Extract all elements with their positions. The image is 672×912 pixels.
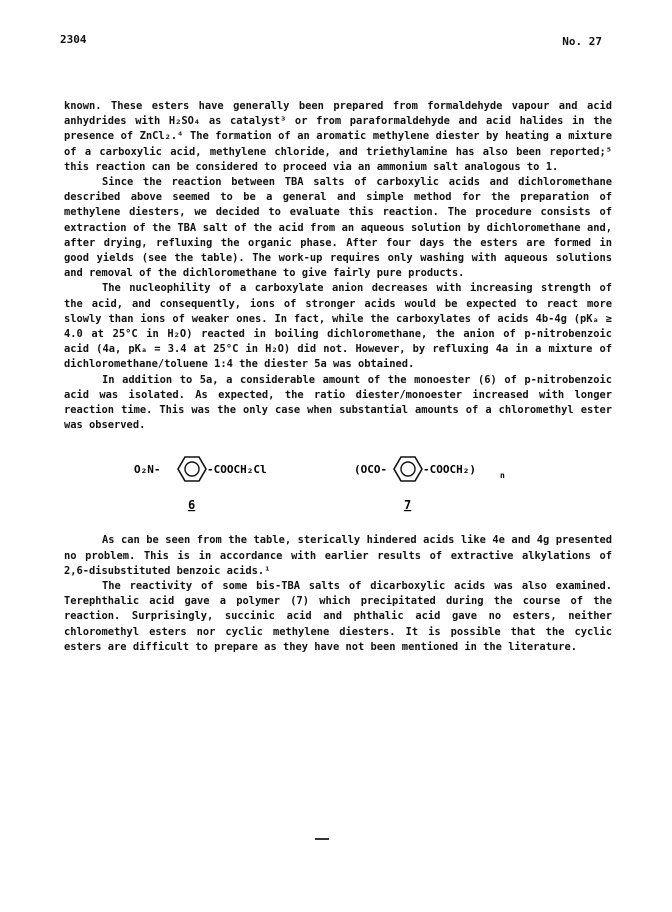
structure-7-subscript: n [500, 471, 505, 481]
structure-7-drawing [354, 447, 594, 517]
structure-7-label: 7 [404, 498, 412, 513]
structure-7-left-text: (OCO- [354, 463, 388, 477]
paragraph-1: known. These esters have generally been prepared from formaldehyde vapour and acid anhydrides with H₂SO₄ as catalyst³ or from paraformaldehyde and acid halides in the presence of ZnCl₂.⁴ The formation of an aromatic methylene diester by heating a mixture of a carboxylic acid, methylene chloride, and triethylamine has also been reported;⁵ this reaction can be considered to proceed via an ammonium salt analogous to 1. [64, 100, 612, 173]
structure-6-right-text: -COOCH₂Cl [207, 463, 267, 477]
structure-7 [354, 447, 594, 517]
structure-6-drawing [134, 447, 354, 517]
chemical-structures [64, 437, 612, 529]
benzene-ring [178, 457, 206, 481]
structure-6-label: 6 [188, 498, 196, 513]
paragraph-3: The nucleophility of a carboxylate anion decreases with increasing strength of the acid, and consequently, ions of stronger acids would be expected to react more slowly than ions of weaker ones. In fact, while the carboxylates of acids 4b-4g (pKₐ ≥ 4.0 at 25°C in H₂O) reacted in boiling dichloromethane, the anion of p-nitrobenzoic acid (4a, pKₐ = 3.4 at 25°C in H₂O) did not. However, by refluxing 4a in a mixture of dichloromethane/toluene 1:4 the diester 5a was obtained. [64, 282, 612, 371]
aromatic-circle [401, 462, 415, 476]
paragraph-6: The reactivity of some bis-TBA salts of dicarboxylic acids was also examined. Terephthalic acid gave a polymer (7) which precipitated during the course of the reaction. Surprisingly, succinic acid and phthalic acid gave no esters, neither chloromethyl esters nor cyclic methylene diesters. It is possible that the cyclic esters are difficult to prepare as they have not been mentioned in the literature. [64, 580, 612, 653]
page-number: 2304 [60, 33, 87, 46]
paragraph-4: In addition to 5a, a considerable amount of the monoester (6) of p-nitrobenzoic acid was isolated. As expected, the ratio diester/monoester increased with longer reaction time. This was the only case when substantial amounts of a chloromethyl ester was observed. [64, 373, 612, 432]
paragraph-5: As can be seen from the table, sterically hindered acids like 4e and 4g presented no problem. This is in accordance with earlier results of extractive alkylations of 2,6-disubstituted benzoic acids.¹ [64, 534, 612, 577]
aromatic-circle [185, 462, 199, 476]
page-mark [315, 838, 329, 840]
benzene-ring [394, 457, 422, 481]
structure-6-left-text: O₂N- [134, 463, 161, 477]
issue-number: No. 27 [562, 35, 602, 48]
paragraph-2: Since the reaction between TBA salts of carboxylic acids and dichloromethane described above seemed to be a general and simple method for the preparation of methylene diesters, we decided to evaluate this reaction. The procedure consists of extraction of the TBA salt of the acid from an aqueous solution by dichloromethane and, after drying, refluxing the organic phase. After four days the esters are formed in good yields (see the table). The work-up requires only washing with aqueous solutions and removal of the dichloromethane to give fairly pure products. [64, 176, 612, 280]
structure-7-right-text: -COOCH₂) [423, 463, 476, 477]
article-body [64, 99, 612, 655]
structure-6 [134, 447, 354, 517]
